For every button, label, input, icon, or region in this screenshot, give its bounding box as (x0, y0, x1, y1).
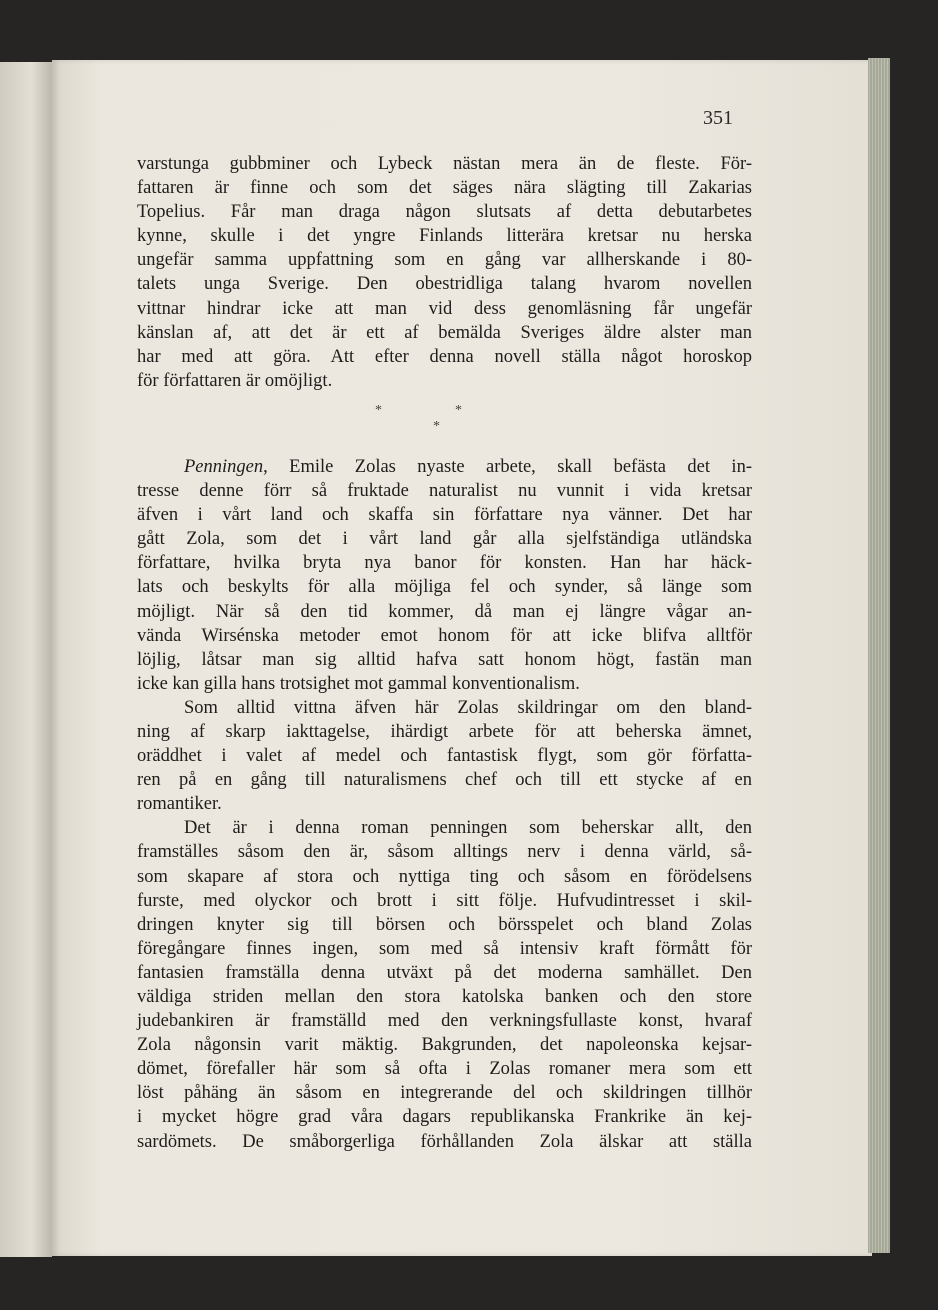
text-line: talets unga Sverige. Den obestridliga talang hvarom novellen (137, 274, 752, 295)
text-line: löjlig, låtsar man sig alltid hafva satt honom högt, fastän man (137, 649, 752, 670)
text-line: gått Zola, som det i vårt land går alla sjelfständiga utländska (137, 529, 752, 550)
text-line: romantiker. (137, 794, 222, 815)
left-page-edge (0, 62, 52, 1257)
text-span: , Emile Zolas nyaste arbete, skall befästa det in- (263, 456, 752, 477)
asterisk: * (455, 402, 462, 418)
text-line: oräddhet i valet af medel och fantastisk flygt, som gör författa- (137, 746, 752, 767)
text-line: sardömets. De småborgerliga förhållanden Zola älskar att ställa (137, 1131, 752, 1152)
text-line: Zola någonsin varit mäktig. Bakgrunden, det napoleonska kejsar- (137, 1035, 752, 1056)
text-line: som skapare af stora och nyttiga ting och såsom en förödelsens (137, 866, 752, 887)
text-line: vända Wirsénska metoder emot honom för att icke blifva alltför (137, 625, 752, 646)
text-line: har med att göra. Att efter denna novell ställa något horoskop (137, 346, 752, 367)
text-line: författare, hvilka bryta nya banor för konsten. Han har häck- (137, 553, 752, 574)
text-line: tresse denne förr så fruktade naturalist nu vunnit i vida kretsar (137, 481, 752, 502)
text-line: löst påhäng än såsom en integrerande del och skildringen tillhör (137, 1083, 752, 1104)
text-line: i mycket högre grad våra dagars republikanska Frankrike än kej- (137, 1107, 752, 1128)
text-line: dömet, förefaller här som så ofta i Zolas romaner mera som ett (137, 1059, 752, 1080)
text-line: Det är i denna roman penningen som beherskar allt, den (184, 818, 752, 839)
asterisk: * (375, 402, 382, 418)
text-line: väldiga striden mellan den stora katolska banken och den store (137, 987, 752, 1007)
text-line: fattaren är finne och som det säges nära slägting till Zakarias (137, 178, 752, 199)
text-line: möjligt. När så den tid kommer, då man ej längre vågar an- (137, 601, 752, 622)
text-line: Som alltid vittna äfven här Zolas skildringar om den bland- (184, 697, 752, 718)
paragraph-1 (137, 152, 752, 393)
body-text (137, 152, 752, 1154)
asterisk: * (433, 418, 440, 434)
paragraph-4 (137, 816, 752, 1153)
text-line: äfven i vårt land och skaffa sin författare nya vänner. Det har (137, 505, 752, 526)
section-separator (137, 393, 752, 455)
text-line: judebankiren är framställd med den verkningsfullaste konst, hvaraf (137, 1011, 752, 1032)
text-line: ren på en gång till naturalismens chef och till ett stycke af en (137, 770, 752, 791)
text-line: dringen knyter sig till börsen och börsspelet och bland Zolas (137, 914, 752, 935)
text-line: ungefär samma uppfattning som en gång var allherskande i 80- (137, 250, 752, 271)
text-line (137, 455, 752, 479)
text-line: furste, med olyckor och brott i sitt följe. Hufvudintresset i skil- (137, 890, 752, 911)
text-line: vittnar hindrar icke att man vid dess genomläsning får ungefär (137, 298, 752, 319)
text-line: varstunga gubbminer och Lybeck nästan mera än de fleste. För- (137, 154, 752, 174)
text-line: känslan af, att det är ett af bemälda Sveriges äldre alster man (137, 322, 752, 343)
page-stack-edge (868, 58, 890, 1253)
text-line: lats och beskylts för alla möjliga fel och synder, så länge som (137, 577, 752, 598)
page-number: 351 (703, 107, 733, 129)
text-line: framställes såsom den är, såsom alltings nerv i denna värld, så- (137, 842, 752, 863)
text-line: ning af skarp iakttagelse, ihärdigt arbete för att beherska ämnet, (137, 721, 752, 742)
text-line: föregångare finnes ingen, som med så intensiv kraft förmått för (137, 938, 752, 959)
paragraph-2 (137, 455, 752, 696)
book-title: Penningen (184, 456, 264, 477)
text-line: Topelius. Får man draga någon slutsats af detta debutarbetes (137, 202, 752, 223)
text-line: fantasien framställa denna utväxt på det moderna samhället. Den (137, 962, 752, 983)
paragraph-3 (137, 696, 752, 816)
text-line: för författaren är omöjligt. (137, 370, 333, 391)
text-line: icke kan gilla hans trotsighet mot gammal konventionalism. (137, 673, 580, 694)
text-line: kynne, skulle i det yngre Finlands litterära kretsar nu herska (137, 226, 752, 247)
